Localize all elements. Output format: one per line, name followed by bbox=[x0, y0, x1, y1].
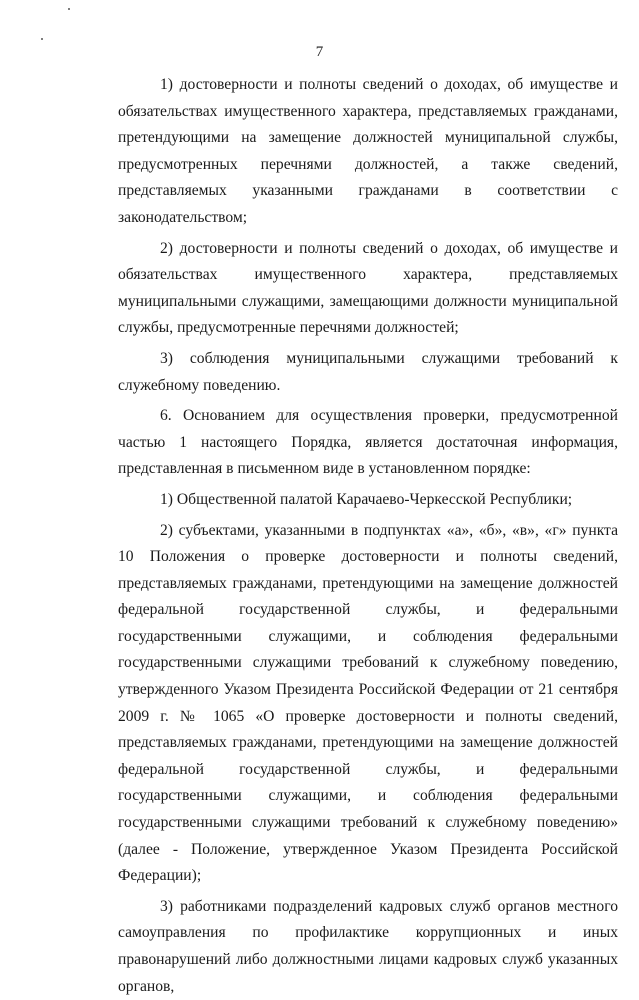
paragraph-6: 2) субъектами, указанными в подпунктах «а», «б», «в», «г» пункта 10 Положения о проверке достоверности и полноты сведений, представляемых гражданами, претендующими на замещение должностей федеральной государственной службы, и федеральными государственными служащими, и соблюдения федеральными государственными служащими требований к служебному поведению, утвержденного Указом Президента Российской Федерации от 21 сентября 2009 г. № 1065 «О проверке достоверности и полноты сведений, представляемых гражданами, претендующими на замещение должностей федеральной государственной службы, и федеральными государственными служащими, и соблюдения федеральными государственными служащими требований к служебному поведению» (далее - Положение, утвержденное Указом Президента Российской Федерации); bbox=[118, 521, 618, 885]
scan-speck bbox=[41, 38, 43, 40]
page-number: 7 bbox=[315, 44, 324, 60]
paragraph-2: 2) достоверности и полноты сведений о доходах, об имуществе и обязательствах имущественного характера, представляемых муниципальными служащими, замещающими должности муниципальной службы, предусмотренные перечнями должностей; bbox=[118, 239, 618, 337]
scan-speck bbox=[68, 8, 70, 10]
paragraph-7: 3) работниками подразделений кадровых служб органов местного самоуправления по профилактике коррупционных и иных правонарушений либо должностными лицами кадровых служб указанных органов, bbox=[118, 897, 618, 995]
paragraph-4: 6. Основанием для осуществления проверки, предусмотренной частью 1 настоящего Порядка, является достаточная информация, представленная в письменном виде в установленном порядке: bbox=[118, 407, 618, 478]
paragraph-5: 1) Общественной палатой Карачаево-Черкесской Республики; bbox=[160, 490, 573, 508]
document-body bbox=[118, 72, 618, 1000]
paragraph-1: 1) достоверности и полноты сведений о доходах, об имуществе и обязательствах имущественного характера, представляемых гражданами, претендующими на замещение должностей муниципальной службы, предусмотренных перечнями должностей, а также сведений, представляемых указанными гражданами в соответствии с законодательством; bbox=[118, 76, 618, 226]
paragraph-3: 3) соблюдения муниципальными служащими требований к служебному поведению. bbox=[118, 349, 618, 394]
